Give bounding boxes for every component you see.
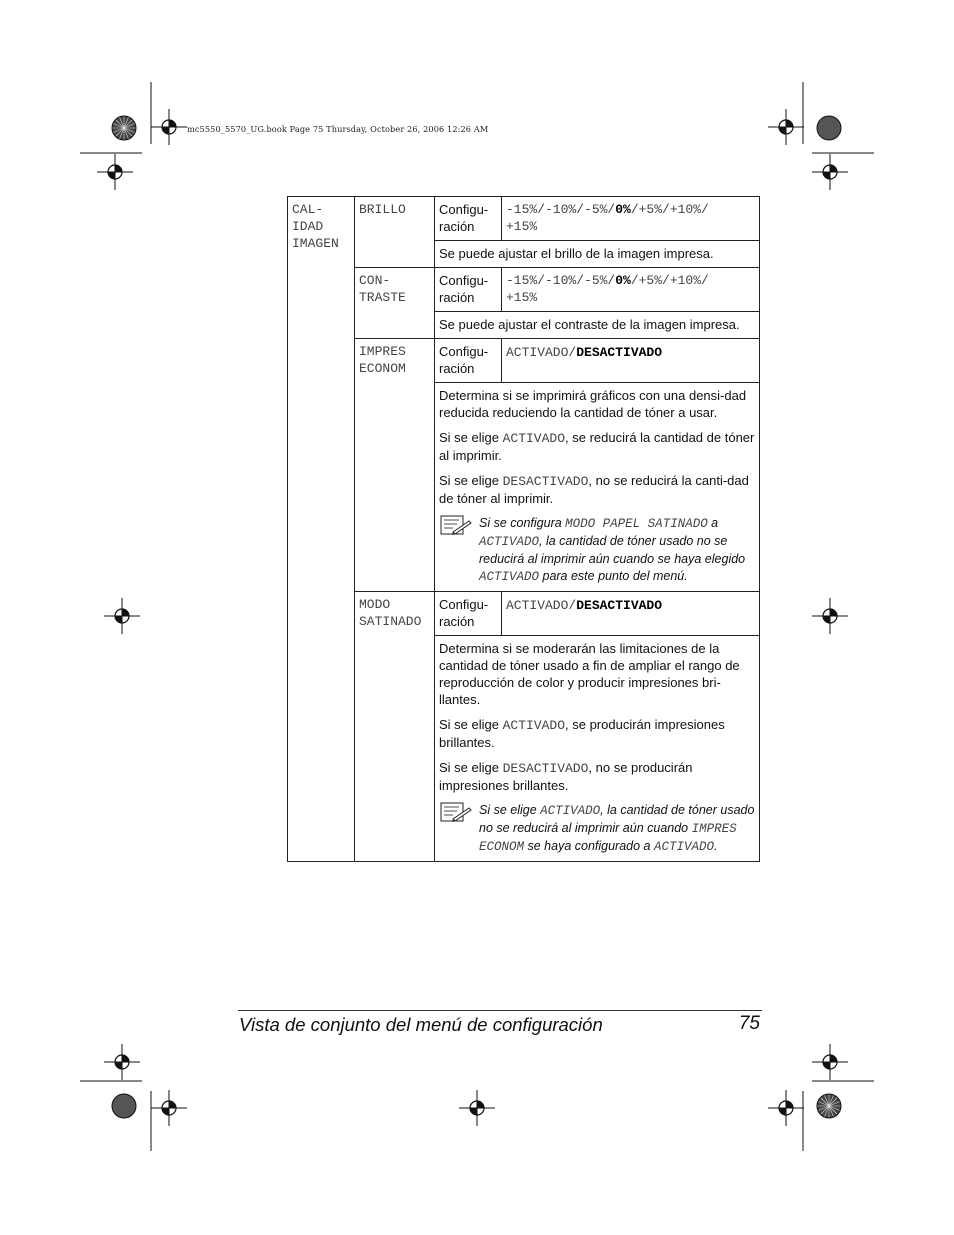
impres-econom-desc-3: Si se elige DESACTIVADO, no se reducirá la canti-dad de tóner al imprimir. bbox=[439, 473, 749, 506]
modo-satinado-description bbox=[435, 636, 760, 862]
brillo-values: -15%/-10%/-5%/0%/+5%/+10%/ +15% bbox=[502, 197, 760, 241]
note-pencil-icon bbox=[439, 802, 479, 856]
brillo-description: Se puede ajustar el brillo de la imagen impresa. bbox=[435, 241, 760, 268]
impres-econom-description bbox=[435, 383, 760, 592]
modo-satinado-desc-1: Determina si se moderarán las limitaciones de la cantidad de tóner usado a fin de ampliar el rango de reproducción de color y producir impresiones bri-llantes. bbox=[439, 641, 740, 707]
modo-satinado-desc-2: Si se elige ACTIVADO, se producirán impresiones brillantes. bbox=[439, 717, 725, 750]
config-label: Configu- ración bbox=[435, 339, 502, 383]
impres-econom-desc-1: Determina si se imprimirá gráficos con una densi-dad reducida reduciendo la cantidad de tóner a usar. bbox=[439, 388, 747, 420]
impres-econom-desc-2: Si se elige ACTIVADO, se reducirá la cantidad de tóner al imprimir. bbox=[439, 430, 755, 463]
settings-menu-table bbox=[287, 196, 760, 862]
item-label-brillo: BRILLO bbox=[355, 197, 435, 268]
config-label: Configu- ración bbox=[435, 268, 502, 312]
book-header-line: mc5550_5570_UG.book Page 75 Thursday, October 26, 2006 12:26 AM bbox=[187, 124, 489, 134]
modo-satinado-note bbox=[439, 802, 755, 856]
section-label: CAL- IDAD IMAGEN bbox=[288, 197, 355, 862]
impres-econom-note bbox=[439, 515, 755, 586]
page-number: 75 bbox=[738, 1013, 760, 1034]
item-label-contraste: CON- TRASTE bbox=[355, 268, 435, 339]
contraste-values: -15%/-10%/-5%/0%/+5%/+10%/ +15% bbox=[502, 268, 760, 312]
impres-econom-values: ACTIVADO/DESACTIVADO bbox=[502, 339, 760, 383]
note-pencil-icon bbox=[439, 515, 479, 586]
footer-title: Vista de conjunto del menú de configuración bbox=[239, 1014, 603, 1035]
modo-satinado-note-text: Si se elige ACTIVADO, la cantidad de tóner usado no se reducirá al imprimir aún cuando IMPRES ECONOM se haya configurado a ACTIVADO. bbox=[479, 803, 755, 854]
item-label-modo-satinado: MODO SATINADO bbox=[355, 592, 435, 862]
config-label: Configu- ración bbox=[435, 592, 502, 636]
contraste-description: Se puede ajustar el contraste de la imagen impresa. bbox=[435, 312, 760, 339]
modo-satinado-desc-3: Si se elige DESACTIVADO, no se producirán impresiones brillantes. bbox=[439, 760, 693, 793]
item-label-impres-econom: IMPRES ECONOM bbox=[355, 339, 435, 592]
impres-econom-note-text: Si se configura MODO PAPEL SATINADO a ACTIVADO, la cantidad de tóner usado no se reducirá al imprimir aún cuando se haya elegido ACTIVADO para este punto del menú. bbox=[479, 516, 746, 584]
config-label: Configu- ración bbox=[435, 197, 502, 241]
footer-rule bbox=[238, 1010, 762, 1011]
modo-satinado-values: ACTIVADO/DESACTIVADO bbox=[502, 592, 760, 636]
